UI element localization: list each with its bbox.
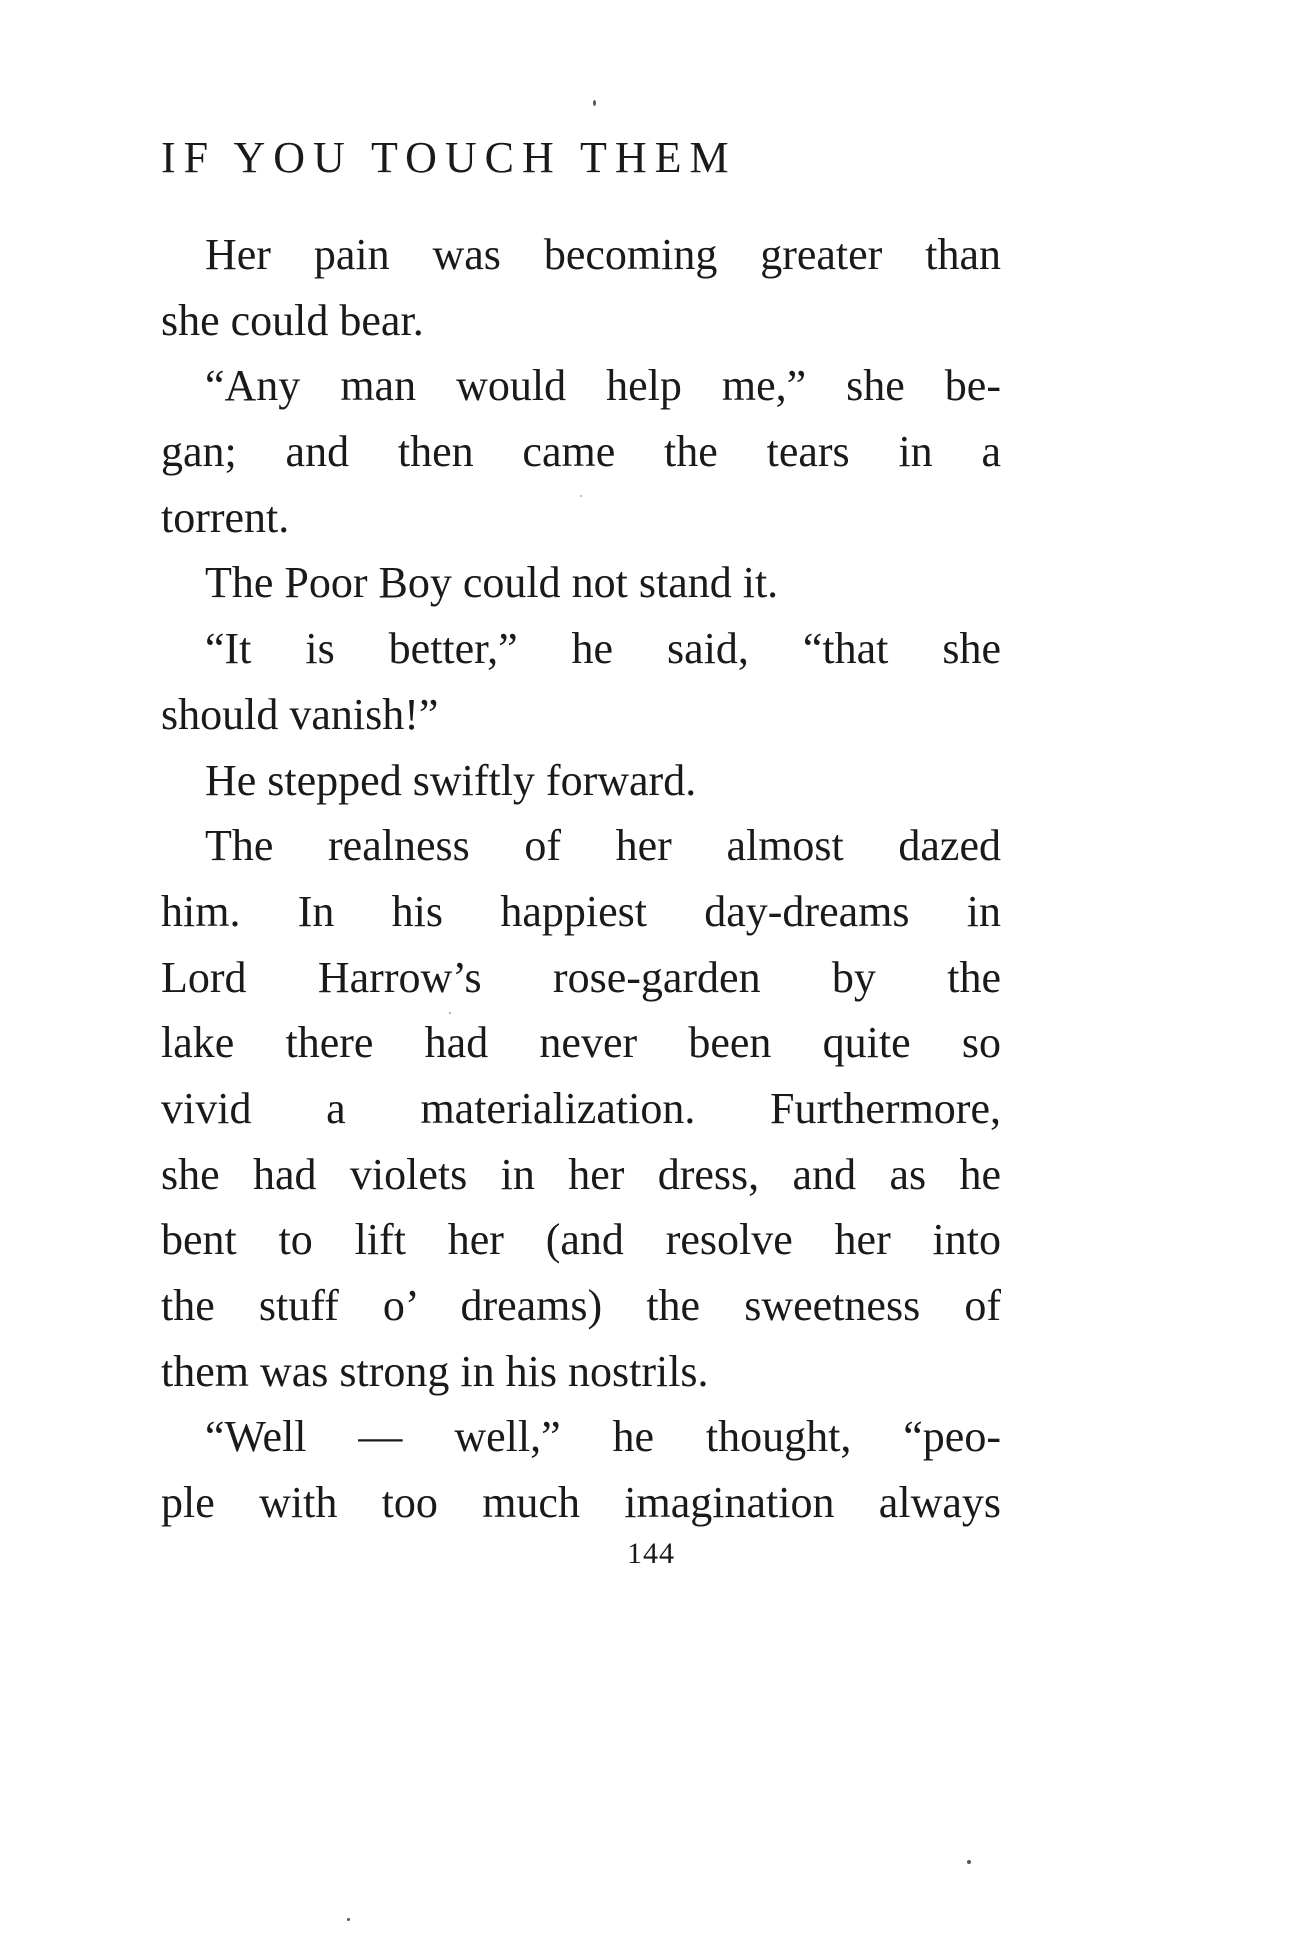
scan-speck xyxy=(967,1860,971,1864)
text-line: “It is better,” he said, “that she xyxy=(205,624,1001,674)
text-line: Lord Harrow’s rose-garden by the xyxy=(161,952,1001,1002)
text-line: the stuff o’ dreams) the sweetness of xyxy=(161,1281,1001,1330)
text-line: torrent. xyxy=(161,492,290,542)
text-line: The realness of her almost dazed xyxy=(205,821,1001,871)
page-number: 144 xyxy=(627,1537,675,1570)
text-line: lake there had never been quite so xyxy=(161,1018,1001,1068)
text-line: bent to lift her (and resolve her into xyxy=(161,1215,1001,1265)
body-text xyxy=(161,222,1001,1536)
scan-speck xyxy=(347,1918,350,1921)
text-line: The Poor Boy could not stand it. xyxy=(205,558,779,608)
text-line: should vanish!” xyxy=(161,689,439,739)
scan-speck xyxy=(593,100,596,106)
text-line: gan; and then came the tears in a xyxy=(161,427,1001,477)
text-line: vivid a materialization. Furthermore, xyxy=(161,1083,1001,1133)
text-line: them was strong in his nostrils. xyxy=(161,1346,709,1396)
scan-speck xyxy=(449,1012,451,1014)
text-line: she had violets in her dress, and as he xyxy=(161,1149,1001,1199)
text-line: He stepped swiftly forward. xyxy=(205,755,697,805)
text-line: she could bear. xyxy=(161,295,424,345)
running-head: IF YOU TOUCH THEM xyxy=(161,133,737,182)
text-line: ple with too much imagination always xyxy=(161,1478,1001,1528)
text-line: “Any man would help me,” she be- xyxy=(205,361,1001,411)
text-line: him. In his happiest day-dreams in xyxy=(161,886,1001,936)
scan-speck xyxy=(580,495,582,497)
text-line: “Well — well,” he thought, “peo- xyxy=(205,1412,1001,1462)
text-line: Her pain was becoming greater than xyxy=(205,230,1001,279)
